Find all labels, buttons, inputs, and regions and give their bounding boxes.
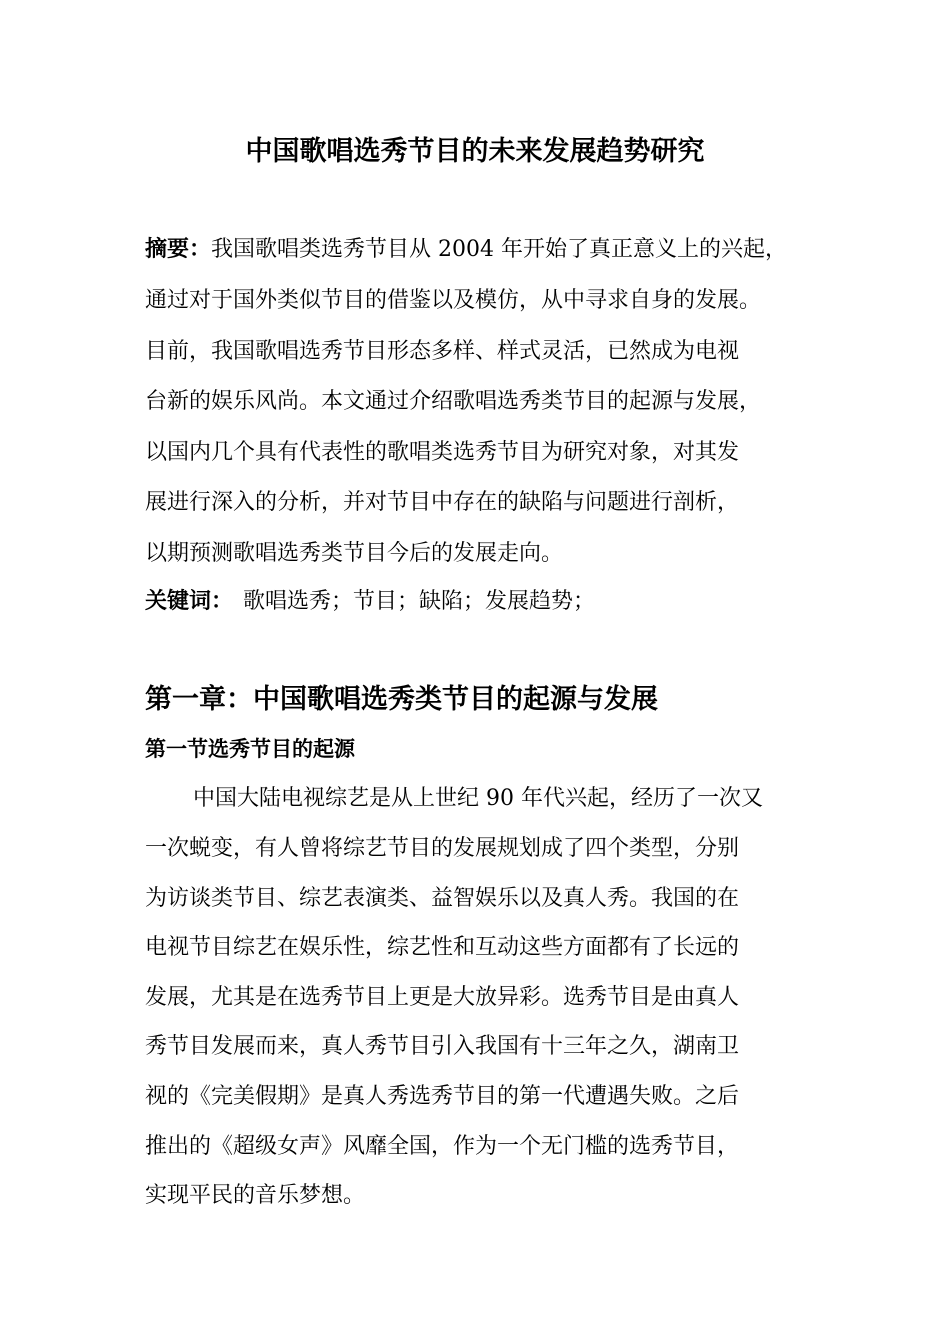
keywords-text: 歌唱选秀；节目；缺陷；发展趋势； bbox=[243, 589, 596, 614]
body-line-9: 实现平民的音乐梦想。 bbox=[145, 1183, 366, 1208]
abstract-line-6: 展进行深入的分析，并对节目中存在的缺陷与问题进行剖析， bbox=[145, 490, 740, 515]
abstract-text: 我国歌唱类选秀节目从 2004 年开始了真正意义上的兴起， bbox=[211, 237, 787, 262]
abstract-line-3: 目前，我国歌唱选秀节目形态多样、样式灵活，已然成为电视 bbox=[145, 339, 740, 364]
chapter-heading: 第一章：中国歌唱选秀类节目的起源与发展 bbox=[145, 684, 658, 715]
abstract-line-1 bbox=[145, 235, 787, 265]
document-title: 中国歌唱选秀节目的未来发展趋势研究 bbox=[245, 136, 705, 167]
body-line-4: 电视节目综艺在娱乐性，综艺性和互动这些方面都有了长远的 bbox=[145, 935, 740, 960]
body-line-8: 推出的《超级女声》风靡全国，作为一个无门槛的选秀节目， bbox=[145, 1134, 740, 1159]
keywords-line bbox=[145, 587, 595, 617]
section-heading: 第一节选秀节目的起源 bbox=[145, 737, 355, 761]
body-line-7: 视的《完美假期》是真人秀选秀节目的第一代遭遇失败。之后 bbox=[145, 1084, 740, 1109]
body-line-1: 中国大陆电视综艺是从上世纪 90 年代兴起，经历了一次又 bbox=[193, 786, 763, 811]
body-line-5: 发展，尤其是在选秀节目上更是大放异彩。选秀节目是由真人 bbox=[145, 985, 740, 1010]
abstract-label: 摘要： bbox=[145, 237, 212, 262]
abstract-line-4: 台新的娱乐风尚。本文通过介绍歌唱选秀类节目的起源与发展， bbox=[145, 389, 762, 414]
body-line-6: 秀节目发展而来，真人秀节目引入我国有十三年之久，湖南卫 bbox=[145, 1034, 740, 1059]
abstract-line-5: 以国内几个具有代表性的歌唱类选秀节目为研究对象，对其发 bbox=[145, 440, 740, 465]
keywords-label: 关键词： bbox=[145, 589, 234, 614]
abstract-line-2: 通过对于国外类似节目的借鉴以及模仿，从中寻求自身的发展。 bbox=[145, 288, 762, 313]
body-line-3: 为访谈类节目、综艺表演类、益智娱乐以及真人秀。我国的在 bbox=[145, 886, 740, 911]
abstract-line-7: 以期预测歌唱选秀类节目今后的发展走向。 bbox=[145, 541, 564, 566]
body-line-2: 一次蜕变，有人曾将综艺节目的发展规划成了四个类型，分别 bbox=[145, 836, 740, 861]
